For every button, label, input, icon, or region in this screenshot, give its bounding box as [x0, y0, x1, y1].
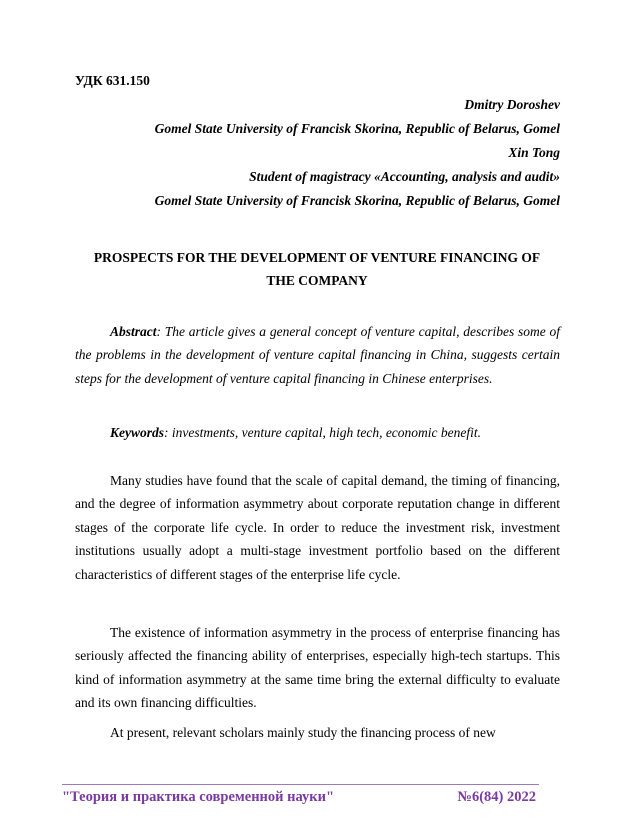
body-paragraph-2: The existence of information asymmetry in the process of enterprise financing has seriously affected the financing ability of enterprises, especially high-tech startups. This kind of information asymmetry at the same time bring the external difficulty to evaluate and its own financing difficulties.	[75, 625, 560, 711]
author-affiliation-1: Gomel State University of Francisk Skorina, Republic of Belarus, Gomel	[154, 121, 560, 136]
udk-code: УДК 631.150	[75, 73, 150, 88]
abstract-label: Abstract	[110, 324, 157, 339]
footer-issue-number: №6(84) 2022	[457, 789, 536, 805]
keywords-paragraph	[75, 421, 560, 444]
author-status-2: Student of magistracy «Accounting, analysis and audit»	[249, 169, 560, 184]
footer-divider	[62, 784, 539, 785]
body-paragraph-1: Many studies have found that the scale of capital demand, the timing of financing, and the degree of information asymmetry about corporate reputation change in different stages of the corporate life cycle. In order to reduce the investment risk, investment institutions usually adopt a multi-stage investment portfolio based on the different characteristics of different stages of the enterprise life cycle.	[75, 473, 560, 582]
abstract-paragraph	[75, 320, 560, 390]
abstract-text: : The article gives a general concept of venture capital, describes some of the problems in the development of venture capital financing in China, suggests certain steps for the development of venture capital financing in Chinese enterprises.	[75, 324, 560, 386]
keywords-text: : investments, venture capital, high tech, economic benefit.	[164, 425, 482, 440]
footer-journal-name: "Теория и практика современной науки"	[62, 789, 335, 805]
article-title-line-2: THE COMPANY	[266, 273, 368, 288]
article-title	[60, 246, 574, 292]
article-title-line-1: PROSPECTS FOR THE DEVELOPMENT OF VENTURE FINANCING OF	[93, 250, 541, 265]
author-name-1: Dmitry Doroshev	[464, 97, 560, 112]
author-name-2: Xin Tong	[508, 145, 560, 160]
keywords-label: Keywords	[110, 425, 164, 440]
body-paragraph-3: At present, relevant scholars mainly study the financing process of new	[110, 725, 496, 740]
author-affiliation-2: Gomel State University of Francisk Skorina, Republic of Belarus, Gomel	[154, 193, 560, 208]
